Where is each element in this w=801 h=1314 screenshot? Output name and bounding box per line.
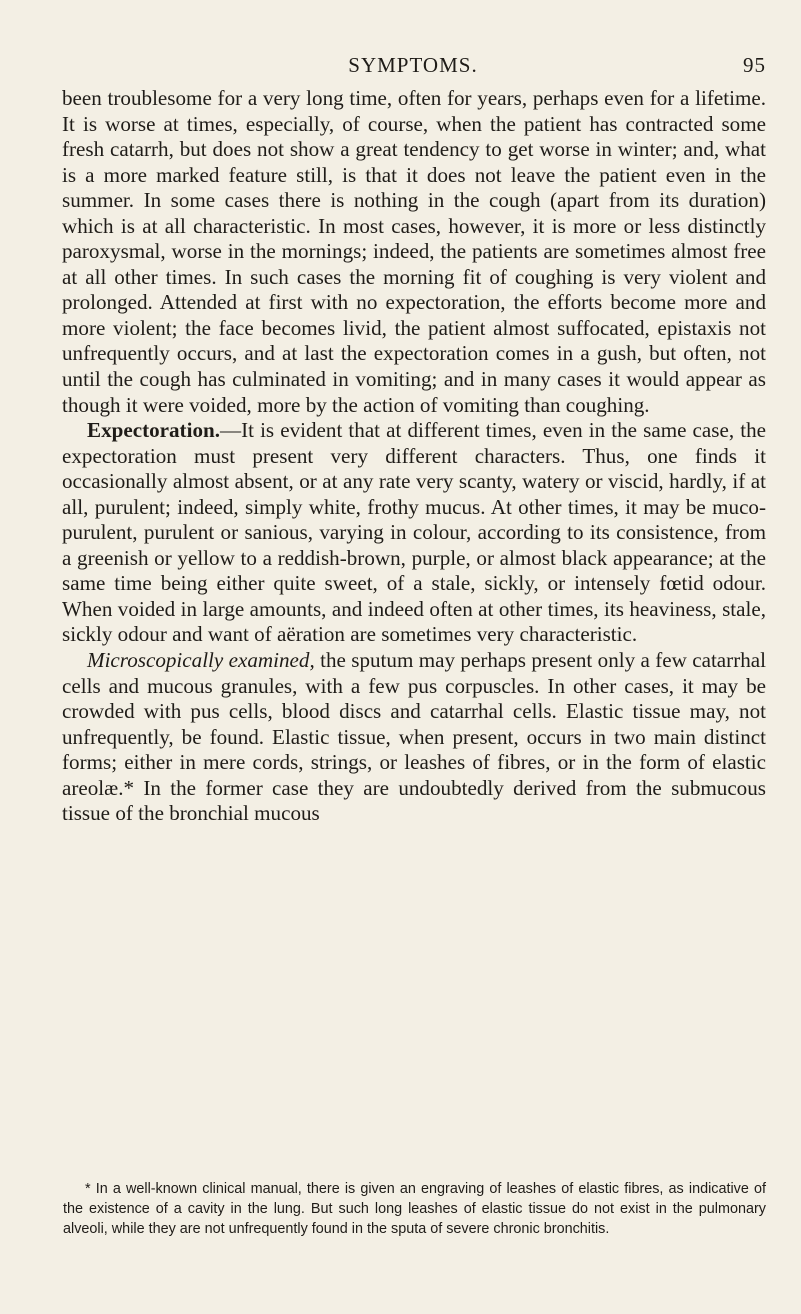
page-number: 95 xyxy=(743,53,766,77)
page-header xyxy=(60,53,766,83)
paragraph-microscopy-text: the sputum may perhaps present only a few catarrhal cells and mucous granules, with a few pus corpuscles. In other cases, it may be crowded with pus cells, blood discs and catarrhal cells. Elastic tissue may, not unfrequently, be found. Elastic tissue, when present, occurs in two main distinct forms; either in mere cords, strings, or leashes of fibres, or in the form of elastic areolæ.* In the former case they are undoubtedly derived from the submucous tissue of the bronchial mucous xyxy=(62,648,766,826)
section-label-expectoration: Expectoration. xyxy=(87,418,220,443)
body-text xyxy=(62,86,766,827)
paragraph-expectoration-text: —It is evident that at different times, even in the same case, the expectoration must present very different characters. Thus, one finds it occasionally almost absent, or at any rate very scanty, watery or viscid, hardly, if at all, purulent; indeed, simply white, frothy mucus. At other times, it may be muco-purulent, purulent or sanious, varying in colour, according to its consistence, from a greenish or yellow to a reddish-brown, purple, or almost black appearance; at the same time being either quite sweet, of a stale, sickly, or intensely fœtid odour. When voided in large amounts, and indeed often at other times, its heaviness, stale, sickly odour and want of aëration are sometimes very characteristic. xyxy=(62,418,766,647)
emphasis-microscopically-examined: Microscopically examined, xyxy=(87,648,315,673)
paragraph-continuation: been troublesome for a very long time, often for years, perhaps even for a lifetime. It is worse at times, especially, of course, when the patient has contracted some fresh catarrh, but does not show a great tendency to get worse in winter; and, what is a more marked feature still, is that it does not leave the patient even in the summer. In some cases there is nothing in the cough (apart from its duration) which is at all characteristic. In most cases, however, it is more or less distinctly paroxysmal, worse in the mornings; indeed, the patients are sometimes almost free at all other times. In such cases the morning fit of coughing is very violent and prolonged. Attended at first with no expectoration, the efforts become more and more violent; the face becomes livid, the patient almost suffocated, epistaxis not unfrequently occurs, and at last the expectoration comes in a gush, but often, not until the cough has culminated in vomiting; and in many cases it would appear as though it were voided, more by the action of vomiting than coughing. xyxy=(62,86,766,417)
footnote-text: * In a well-known clinical manual, there is given an engraving of leashes of elastic fibres, as indicative of the existence of a cavity in the lung. But such long leashes of elastic tissue do not exist in the pulmonary alveoli, while they are not unfrequently found in the sputa of severe chronic bronchitis. xyxy=(63,1181,766,1237)
paragraph-microscopy xyxy=(62,648,766,827)
paragraph-expectoration xyxy=(62,418,766,648)
footnote xyxy=(63,1179,766,1239)
running-head: SYMPTOMS. xyxy=(348,53,478,77)
